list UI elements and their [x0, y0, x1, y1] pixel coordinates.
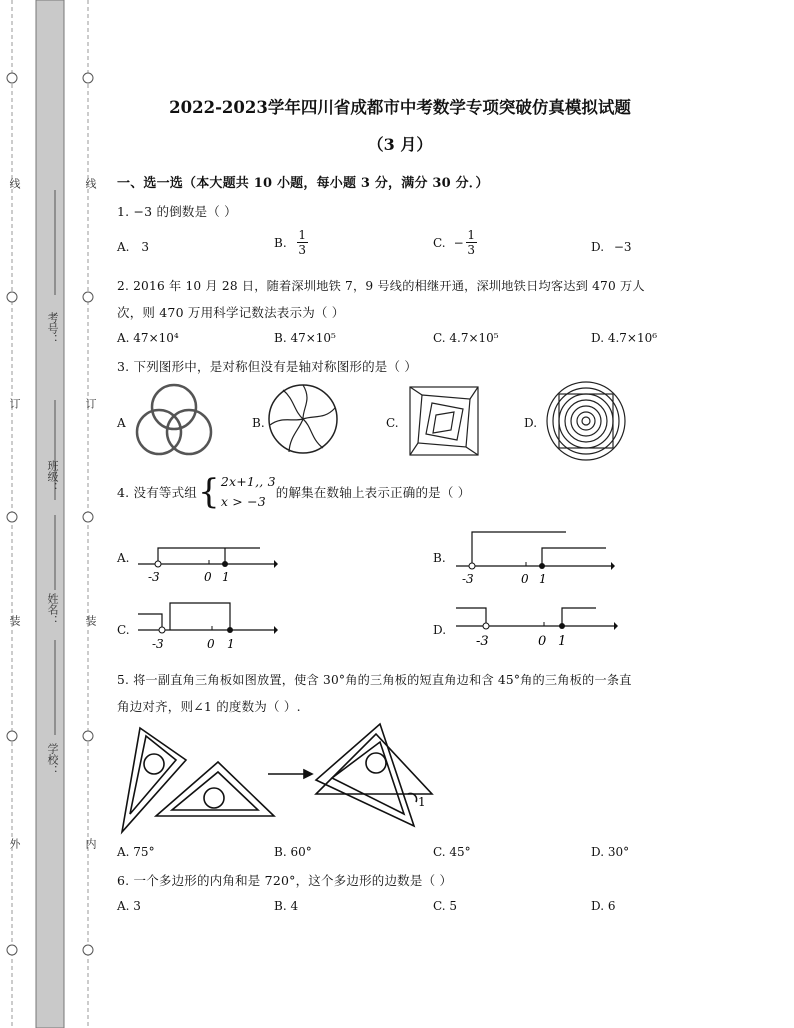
- q1-stem: 1. −3 的倒数是（ ）: [117, 204, 237, 219]
- q1-c-denominator: 3: [467, 243, 475, 257]
- q3-label-d: D.: [524, 416, 538, 430]
- q1-option-d: [591, 240, 632, 254]
- tick-neg3: -3: [462, 572, 474, 584]
- tick-0: 0: [538, 634, 547, 649]
- q4-label-c: C.: [117, 623, 130, 637]
- tick-neg3: -3: [476, 634, 489, 649]
- q1-c-label: C.: [433, 235, 446, 250]
- q1-c-sign: −: [453, 235, 464, 250]
- q2-option-a: A. 47×10⁴: [117, 331, 179, 345]
- q3-label-c: C.: [386, 416, 399, 430]
- q1-c-numerator: 1: [467, 228, 475, 242]
- inner-mark-nei: 内: [84, 838, 97, 849]
- tick-0: 0: [204, 570, 212, 584]
- outer-mark-zhuang: 装: [8, 615, 21, 626]
- tick-1: 1: [222, 570, 230, 584]
- q1-b-label: B.: [274, 235, 287, 250]
- q6-option-c: C. 5: [433, 899, 458, 913]
- tick-0: 0: [207, 637, 215, 651]
- q3-figure-c-rotated-squares: [408, 385, 480, 457]
- q4-numberline-a: [138, 528, 278, 584]
- binding-lines: [0, 0, 100, 1028]
- q3-stem: 3. 下列图形中，是对称但没有是轴对称图形的是（ ）: [117, 359, 418, 374]
- q4-stem-prefix: 4. 没有等式组: [117, 485, 197, 500]
- q5-stem-line1: 5. 将一副直角三角板如图放置，使含 30°角的三角板的短直角边和含 45°角的三角板的一条直: [117, 673, 632, 687]
- page-title: 2022-2023学年四川省成都市中考数学专项突破仿真模拟试题: [169, 98, 631, 117]
- q3-figure-d-concentric-circles: [545, 380, 627, 462]
- field-name: 姓名：: [46, 593, 59, 626]
- q1-b-fraction: [297, 228, 308, 257]
- q4-label-a: A.: [117, 551, 130, 565]
- q4-numberline-b: [456, 528, 616, 584]
- q5-figure-triangles: [118, 718, 448, 836]
- field-exam-number: 考号：: [46, 312, 59, 345]
- q2-stem-line2: 次，则 470 万用科学记数法表示为（ ）: [117, 305, 345, 320]
- q2-option-c: C. 4.7×10⁵: [433, 331, 499, 345]
- field-school: 学校：: [46, 743, 59, 776]
- q6-option-a: A. 3: [117, 899, 141, 913]
- q2-option-b: B. 47×10⁵: [274, 331, 336, 345]
- outer-mark-xian: 线: [8, 178, 21, 189]
- section-heading: 一、选一选（本大题共 10 小题，每小题 3 分，满分 30 分．）: [117, 176, 489, 191]
- inner-mark-xian: 线: [84, 178, 97, 189]
- outer-mark-wai: 外: [8, 838, 21, 849]
- q5-option-a: A. 75°: [117, 845, 155, 859]
- q1-b-numerator: 1: [298, 228, 306, 242]
- q4-label-d: D.: [433, 623, 447, 637]
- q1-a-value: 3: [141, 240, 149, 254]
- tick-neg3: -3: [148, 570, 160, 584]
- q6-stem: 6. 一个多边形的内角和是 720°，这个多边形的边数是（ ）: [117, 873, 453, 888]
- q3-label-a: A: [117, 416, 126, 430]
- q4-brace: {: [198, 472, 220, 512]
- q3-figure-b-pinwheel: [266, 382, 340, 456]
- q4-label-b: B.: [433, 551, 446, 565]
- q3-label-b: B.: [252, 416, 265, 430]
- q1-c-fraction: [466, 228, 477, 257]
- q4-stem-suffix: 的解集在数轴上表示正确的是（ ）: [275, 485, 471, 500]
- q1-option-b: [274, 228, 308, 257]
- q2-stem-line1: 2. 2016 年 10 月 28 日，随着深圳地铁 7，9 号线的相继开通，深圳地铁日均客达到 470 万人: [117, 279, 645, 293]
- page-subtitle: （3 月）: [367, 135, 433, 154]
- q4-system: [221, 472, 276, 512]
- angle-1-label: 1: [418, 795, 426, 809]
- q4-numberline-d: [456, 600, 620, 656]
- q5-option-c: C. 45°: [433, 845, 471, 859]
- q6-option-b: B. 4: [274, 899, 299, 913]
- q1-d-value: −3: [613, 240, 632, 254]
- tick-0: 0: [521, 572, 529, 584]
- q6-option-d: D. 6: [591, 899, 616, 913]
- q1-option-c: [433, 228, 477, 257]
- outer-mark-ding: 订: [8, 398, 21, 409]
- q2-option-d: D. 4.7×10⁶: [591, 331, 658, 345]
- tick-1: 1: [227, 637, 235, 651]
- tick-1: 1: [558, 634, 567, 649]
- q5-stem-line2: 角边对齐，则∠1 的度数为（ ）.: [117, 699, 301, 714]
- q5-option-b: B. 60°: [274, 845, 312, 859]
- binding-margin: [0, 0, 100, 1028]
- q1-d-label: D.: [591, 240, 605, 254]
- q1-b-denominator: 3: [298, 243, 306, 257]
- q1-a-label: A.: [117, 240, 130, 254]
- inner-mark-zhuang: 装: [84, 615, 97, 626]
- q3-figure-a-triquetra: [134, 382, 214, 458]
- q4-system-line2: x > −3: [220, 494, 266, 509]
- tick-neg3: -3: [152, 637, 164, 651]
- q1-option-a: [117, 240, 149, 254]
- q4-system-line1: 2x+1,, 3: [220, 474, 276, 489]
- q4-stem: [117, 472, 470, 512]
- q5-option-d: D. 30°: [591, 845, 630, 859]
- inner-mark-ding: 订: [84, 398, 97, 409]
- field-class: 班级：: [46, 460, 59, 493]
- tick-1: 1: [539, 572, 547, 584]
- q4-numberline-c: [138, 600, 280, 656]
